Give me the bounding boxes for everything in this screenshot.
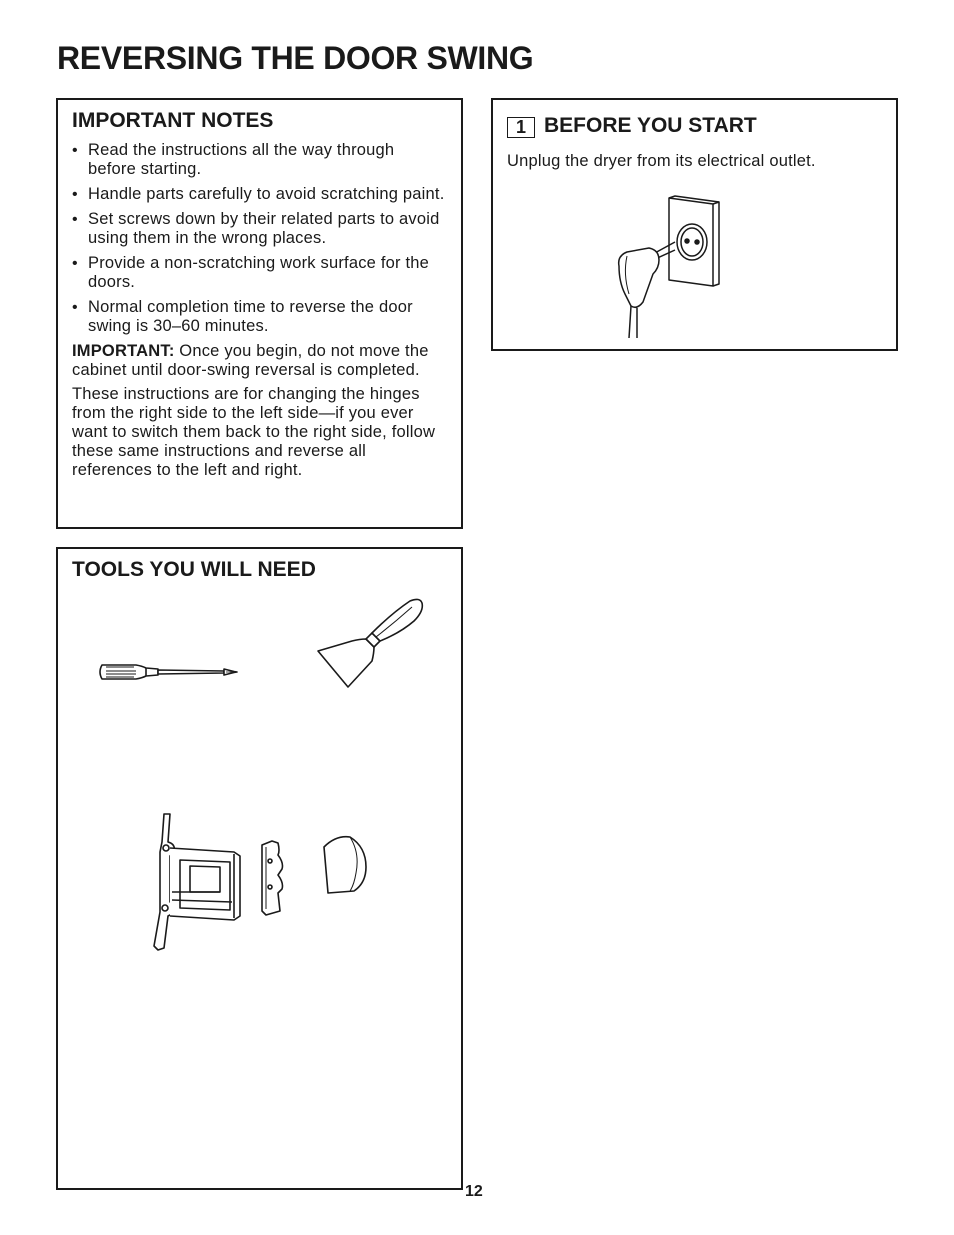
hinge-cover-icon (320, 833, 370, 897)
important-notes-panel (56, 98, 463, 529)
bullet-icon: • (72, 211, 78, 228)
list-item: • Set screws down by their related parts to avoid using them in the wrong places. (72, 210, 440, 247)
step-1-instruction: Unplug the dryer from its electrical outlet. (507, 152, 816, 170)
hinge-shim-icon (258, 839, 288, 919)
screwdriver-icon (96, 657, 240, 687)
list-item: • Normal completion time to reverse the door swing is 30–60 minutes. (72, 298, 413, 335)
tools-heading: TOOLS YOU WILL NEED (72, 558, 316, 581)
important-paragraph (72, 342, 447, 380)
page-number: 12 (465, 1183, 483, 1200)
step-number-badge: 1 (507, 117, 535, 138)
list-item: • Read the instructions all the way through before starting. (72, 141, 395, 178)
step-1-header (507, 114, 882, 138)
tools-panel (56, 547, 463, 1190)
page-title: REVERSING THE DOOR SWING (57, 40, 534, 76)
important-text: Once you begin, do not move the cabinet until door-swing reversal is completed. (72, 342, 429, 379)
list-item: • Provide a non-scratching work surface for the doors. (72, 254, 429, 291)
important-notes-list (72, 141, 447, 336)
list-item: • Handle parts carefully to avoid scratching paint. (72, 185, 445, 203)
hinge-icon (150, 812, 244, 952)
bullet-icon: • (72, 255, 78, 272)
important-label: IMPORTANT: (72, 342, 175, 360)
bullet-icon: • (72, 142, 78, 159)
bullet-icon: • (72, 299, 78, 316)
unplug-outlet-icon (613, 194, 723, 340)
putty-knife-icon (314, 595, 426, 691)
step-1-panel (491, 98, 898, 351)
hinge-note-paragraph: These instructions are for changing the hinges from the right side to the left side—if you ever want to switch them back to the right side, follow these same instructions and reverse all references to the left and right. (72, 385, 436, 479)
step-1-heading: BEFORE YOU START (544, 114, 757, 137)
bullet-icon: • (72, 186, 78, 203)
important-notes-heading: IMPORTANT NOTES (72, 109, 274, 132)
